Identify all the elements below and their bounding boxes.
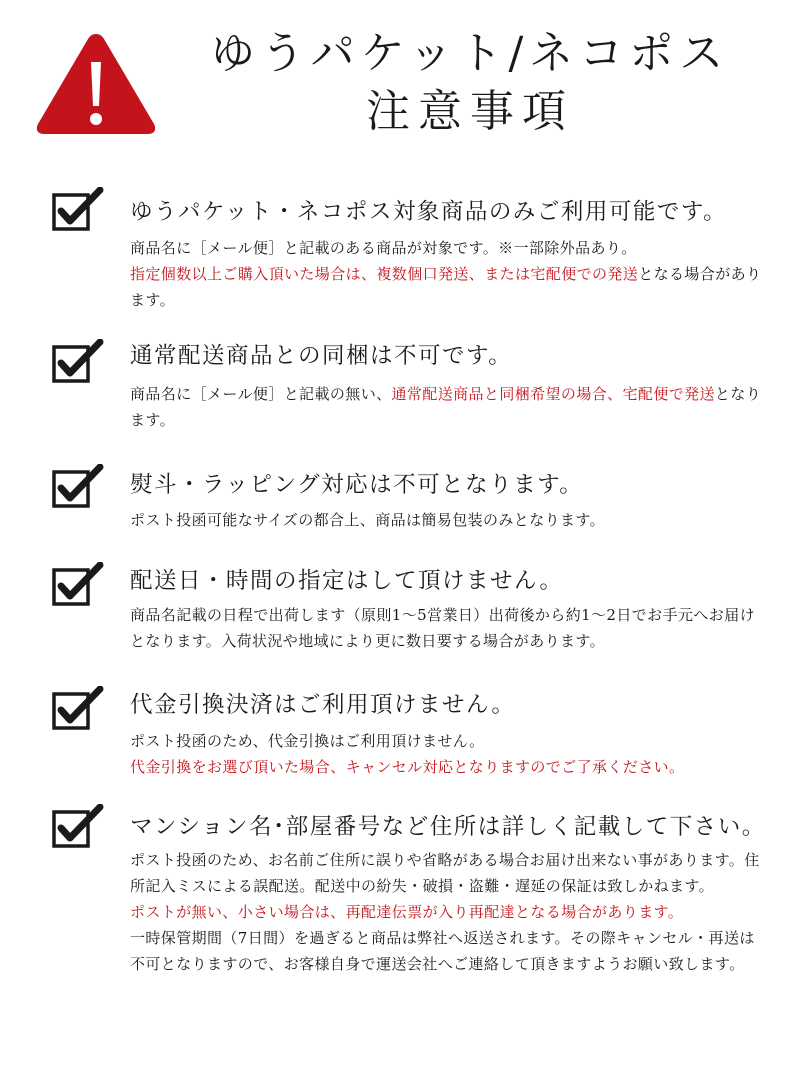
section-body bbox=[130, 602, 770, 654]
section-title: 熨斗・ラッピング対応は不可となります。 bbox=[130, 472, 584, 498]
warning-text: 代金引換をお選び頂いた場合、キャンセル対応となりますのでご了承ください。 bbox=[130, 758, 685, 776]
section-title: ゆうパケット・ネコポス対象商品のみご利用可能です。 bbox=[130, 199, 728, 225]
section-text-pre: 商品名に［メール便］と記載の無い、 bbox=[130, 385, 392, 403]
section-body bbox=[130, 235, 770, 313]
page-subtitle: 注意事項 bbox=[366, 86, 574, 137]
warning-text: 通常配送商品と同梱希望の場合、宅配便で発送 bbox=[391, 385, 715, 403]
section-body bbox=[130, 728, 770, 780]
section-title: マンション名･部屋番号など住所は詳しく記載して下さい。 bbox=[130, 814, 766, 840]
section-body bbox=[130, 381, 770, 433]
warning-triangle-icon bbox=[34, 28, 158, 138]
section-title: 代金引換決済はご利用頂けません。 bbox=[130, 692, 516, 718]
section-text-post: となります。 bbox=[130, 385, 762, 429]
section-text: 一時保管期間（7日間）を過ぎると商品は弊社へ返送されます。その際キャンセル・再送は不可となりますので、お客様自身で運送会社へご連絡して頂きますようお願い致します。 bbox=[130, 929, 755, 973]
checkbox-checked-icon bbox=[52, 339, 104, 385]
section-title: 配送日・時間の指定はして頂けません。 bbox=[130, 568, 564, 594]
section-text-rest: となる場合があります。 bbox=[130, 265, 762, 309]
section-text bbox=[130, 261, 770, 313]
warning-text: ポストが無い、小さい場合は、再配達伝票が入り再配達となる場合があります。 bbox=[130, 903, 684, 921]
section-text: ポスト投函のため、お名前ご住所に誤りや省略がある場合お届け出来ない事があります。住所記入ミスによる誤配送。配送中の紛失・破損・盗難・遅延の保証は致しかねます。 bbox=[130, 851, 760, 895]
section-text: 商品名に［メール便］と記載のある商品が対象です。※一部除外品あり。 bbox=[130, 239, 637, 257]
checkbox-checked-icon bbox=[52, 804, 104, 850]
header bbox=[0, 0, 800, 160]
section-body bbox=[130, 847, 770, 977]
checkbox-checked-icon bbox=[52, 187, 104, 233]
section-text bbox=[130, 381, 770, 433]
checkbox-checked-icon bbox=[52, 686, 104, 732]
warning-text: 指定個数以上ご購入頂いた場合は、複数個口発送、または宅配便での発送 bbox=[130, 265, 639, 283]
checkbox-checked-icon bbox=[52, 562, 104, 608]
section-text: ポスト投函のため、代金引換はご利用頂けません。 bbox=[130, 732, 485, 750]
section-text: ポスト投函可能なサイズの都合上、商品は簡易包装のみとなります。 bbox=[130, 511, 606, 529]
section-text: 商品名記載の日程で出荷します（原則1～5営業日）出荷後から約1～2日でお手元へお届けとなります。入荷状況や地域により更に数日要する場合があります。 bbox=[130, 606, 755, 650]
section-title: 通常配送商品との同梱は不可です。 bbox=[130, 343, 513, 369]
checkbox-checked-icon bbox=[52, 464, 104, 510]
page-title: ゆうパケット/ネコポス bbox=[210, 28, 730, 79]
section-body bbox=[130, 507, 770, 533]
